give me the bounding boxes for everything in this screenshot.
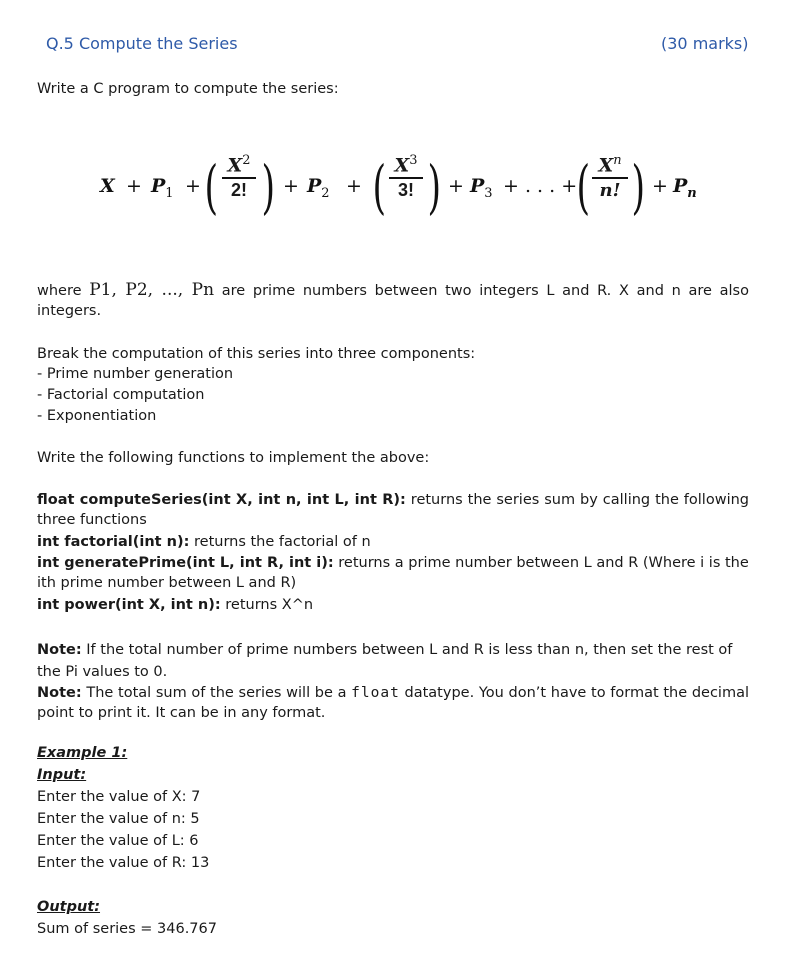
formula-plus: +: [185, 175, 201, 197]
input-line: Enter the value of R: 13: [37, 855, 210, 871]
where-paragraph: where P1, P2, ..., Pn are prime numbers between two integers L and R. X and n are also integers.: [37, 280, 749, 319]
question-title: Q.5 Compute the Series: [46, 34, 238, 53]
input-line: Enter the value of n: 5: [37, 811, 200, 827]
left-paren: (: [372, 153, 387, 221]
function-power: int power(int X, int n): returns X^n: [37, 597, 314, 613]
component-item: - Exponentiation: [37, 408, 157, 424]
formula-p3: $P_3$: [470, 175, 493, 201]
output-line: Sum of series = 346.767: [37, 921, 217, 937]
formula-p2: $P_2$: [307, 175, 330, 201]
input-line: Enter the value of X: 7: [37, 789, 201, 805]
intro-text: Write a C program to compute the series:: [37, 81, 339, 97]
formula-plus: +: [126, 175, 142, 197]
functions-intro: Write the following functions to implement the above:: [37, 450, 430, 466]
example-title: Example 1:: [37, 745, 128, 761]
formula-x: X: [100, 175, 115, 197]
right-paren: ): [427, 153, 442, 221]
fraction-xn-over-nfact: $X^n$ n!: [592, 153, 628, 201]
left-paren: (: [576, 153, 591, 221]
formula-pn: $P_n$: [673, 175, 697, 201]
output-label: Output:: [37, 899, 101, 915]
formula-p1: $P_1$: [151, 175, 174, 201]
fraction-x2-over-2fact: $X^2$ 2!: [222, 153, 256, 201]
break-intro: Break the computation of this series into three components:: [37, 346, 476, 362]
marks-label: (30 marks): [661, 34, 749, 53]
component-item: - Factorial computation: [37, 387, 205, 403]
right-paren: ): [261, 153, 276, 221]
formula-dots: + . . . +: [503, 175, 578, 197]
left-paren: (: [204, 153, 219, 221]
note-float: Note: The total sum of the series will be a float datatype. You don’t have to format the decimal point to print it. It can be in any format.: [37, 685, 749, 721]
function-factorial: int factorial(int n): returns the factorial of n: [37, 534, 371, 550]
fraction-x3-over-3fact: $X^3$ 3!: [389, 153, 423, 201]
input-label: Input:: [37, 767, 87, 783]
formula-plus: +: [652, 175, 668, 197]
function-compute-series: float computeSeries(int X, int n, int L, int R): returns the series sum by calling the following three functions: [37, 492, 749, 528]
note-primes: Note: If the total number of prime numbers between L and R is less than n, then set the rest of the Pi values to 0.: [37, 642, 733, 680]
formula-plus: +: [283, 175, 299, 197]
formula-plus: +: [346, 175, 362, 197]
formula-plus: +: [448, 175, 464, 197]
function-generate-prime: int generatePrime(int L, int R, int i): returns a prime number between L and R (Where i is the ith prime number between L and R): [37, 555, 749, 591]
component-item: - Prime number generation: [37, 366, 234, 382]
input-line: Enter the value of L: 6: [37, 833, 199, 849]
right-paren: ): [631, 153, 646, 221]
